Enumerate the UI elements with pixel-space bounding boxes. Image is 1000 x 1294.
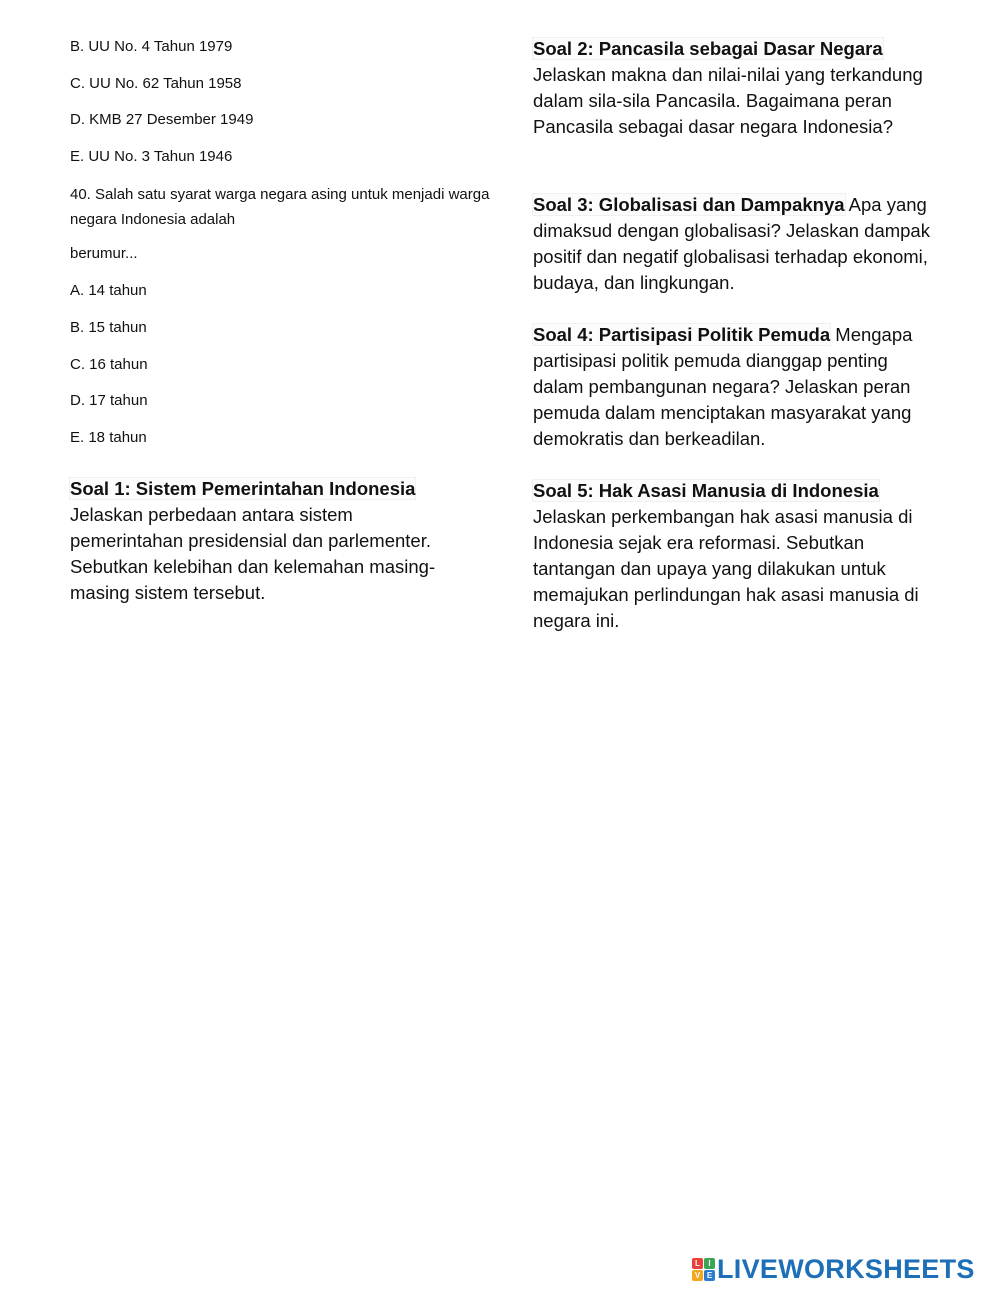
essay-soal-1-body: Jelaskan perbedaan antara sistem pemerintahan presidensial dan parlementer. Sebutkan kelebihan dan kelemahan masing-masing sistem tersebut. xyxy=(70,504,436,603)
essay-soal-1-title: Soal 1: Sistem Pemerintahan Indonesia xyxy=(70,478,416,499)
essay-soal-3 xyxy=(533,192,933,296)
option-a-14-tahun: A. 14 tahun xyxy=(70,282,147,299)
liveworksheets-logo xyxy=(692,1252,975,1286)
essay-soal-2 xyxy=(533,36,923,140)
essay-soal-4 xyxy=(533,322,933,452)
logo-letter-v: V xyxy=(692,1270,703,1281)
logo-letter-i: I xyxy=(704,1258,715,1269)
essay-soal-5 xyxy=(533,478,943,634)
essay-soal-3-body: Apa yang dimaksud dengan globalisasi? Jelaskan dampak positif dan negatif globalisasi terhadap ekonomi, budaya, dan lingkungan. xyxy=(533,194,930,293)
option-b-uu-4-1979: B. UU No. 4 Tahun 1979 xyxy=(70,38,233,55)
question-40-text: 40. Salah satu syarat warga negara asing untuk menjadi warga negara Indonesia adalah xyxy=(70,186,490,228)
essay-soal-3-title: Soal 3: Globalisasi dan Dampaknya xyxy=(533,194,845,215)
option-e-18-tahun: E. 18 tahun xyxy=(70,429,147,446)
essay-soal-5-body: Jelaskan perkembangan hak asasi manusia di Indonesia sejak era reformasi. Sebutkan tantangan dan upaya yang dilakukan untuk memajukan perlindungan hak asasi manusia di negara ini. xyxy=(533,506,919,631)
logo-letter-e: E xyxy=(704,1270,715,1281)
essay-soal-1 xyxy=(70,476,470,606)
essay-soal-4-title: Soal 4: Partisipasi Politik Pemuda xyxy=(533,324,831,345)
essay-soal-2-title: Soal 2: Pancasila sebagai Dasar Negara xyxy=(533,38,883,59)
essay-soal-5-title: Soal 5: Hak Asasi Manusia di Indonesia xyxy=(533,480,879,501)
option-c-uu-62-1958: C. UU No. 62 Tahun 1958 xyxy=(70,75,242,92)
question-40-continuation: berumur... xyxy=(70,245,138,262)
option-d-17-tahun: D. 17 tahun xyxy=(70,392,148,409)
option-e-uu-3-1946: E. UU No. 3 Tahun 1946 xyxy=(70,148,233,165)
liveworksheets-wordmark: LIVEWORKSHEETS xyxy=(717,1253,975,1284)
logo-letter-l: L xyxy=(692,1258,703,1269)
option-c-16-tahun: C. 16 tahun xyxy=(70,356,148,373)
liveworksheets-logo-icon xyxy=(692,1258,715,1281)
essay-soal-4-body: Mengapa partisipasi politik pemuda dianggap penting dalam pembangunan negara? Jelaskan peran pemuda dalam menciptakan masyarakat yang demokratis dan berkeadilan. xyxy=(533,324,913,449)
option-b-15-tahun: B. 15 tahun xyxy=(70,319,147,336)
essay-soal-2-body: Jelaskan makna dan nilai-nilai yang terkandung dalam sila-sila Pancasila. Bagaimana peran Pancasila sebagai dasar negara Indonesia? xyxy=(533,64,923,137)
option-d-kmb-1949: D. KMB 27 Desember 1949 xyxy=(70,111,254,128)
